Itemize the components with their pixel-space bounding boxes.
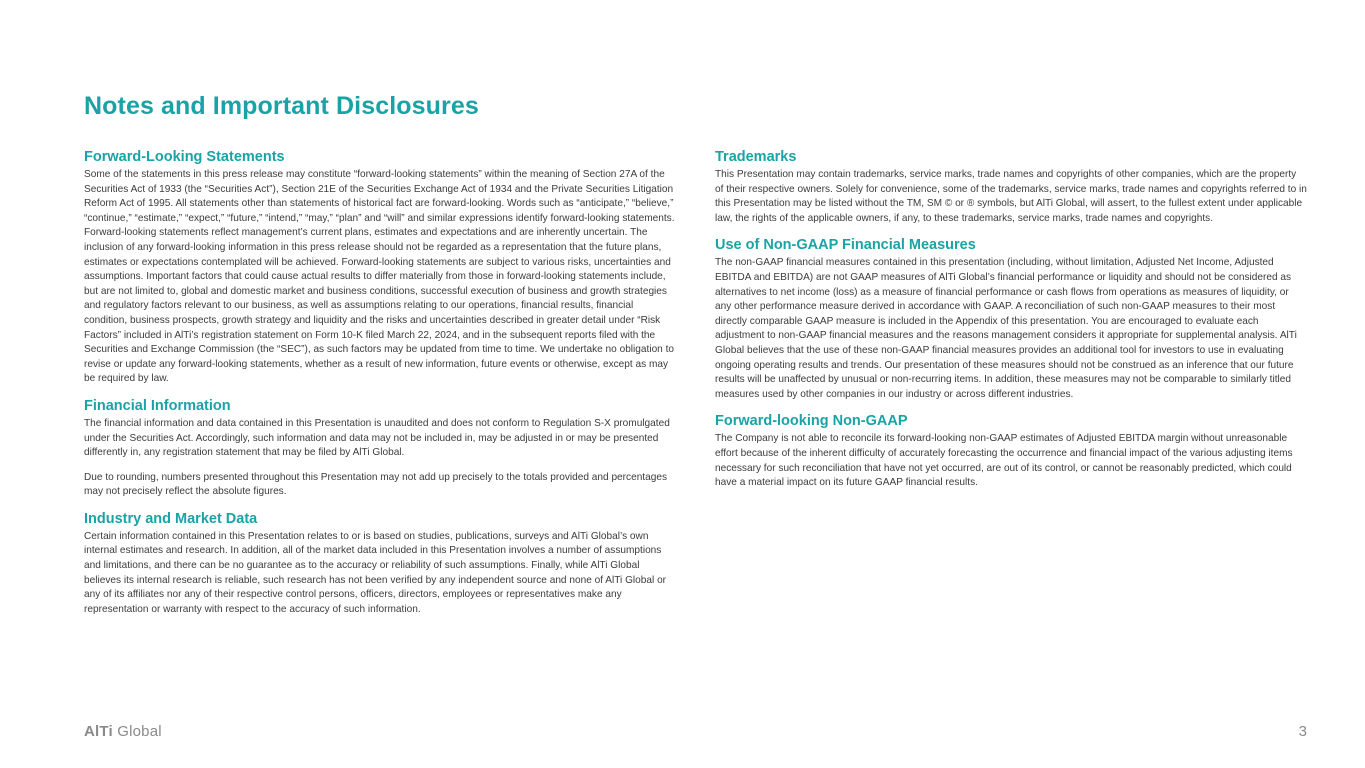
section-financial-information [84, 398, 676, 500]
section-heading: Industry and Market Data [84, 510, 258, 527]
left-column [84, 149, 676, 628]
section-paragraph: The non-GAAP financial measures contained in this presentation (including, without limitation, Adjusted Net Income, Adjusted EBITDA and EBITDA) are not GAAP measures of AlTi Global’s financial performance or liquidity and should not be considered as alternatives to net income (loss) as a measure of financial performance or cash flows from operations as measures of liquidity, or any other performance measure derived in accordance with GAAP. A reconciliation of such non-GAAP measures to their most directly comparable GAAP measure is included in the Appendix of this presentation. You are encouraged to evaluate each adjustment to non-GAAP financial measures and the reasons management considers it appropriate for supplemental analysis. AlTi Global believes that the use of these non-GAAP financial measures provides an additional tool for investors to use in evaluating ongoing operating results and trends. Our presentation of these measures should not be construed as an inference that our future results will be unaffected by unusual or non-recurring items. In addition, these measures may not be comparable to similarly titled measures used by other companies in our industry or across different industries. [715, 257, 1297, 400]
section-heading: Forward-looking Non-GAAP [715, 413, 908, 430]
section-trademarks [715, 149, 1307, 226]
section-paragraph: Certain information contained in this Presentation relates to or is based on studies, publications, surveys and AlTi Global’s own internal estimates and research. In addition, all of the market data included in this Presentation involves a number of assumptions and limitations, and there can be no guarantee as to the accuracy or reliability of such assumptions. Finally, while AlTi Global believes its internal research is reliable, such research has not been verified by any independent source and none of AlTi Global or any of its affiliates nor any of their respective control persons, officers, directors, employees or representatives make any representation or warranty with respect to the accuracy of such information. [84, 530, 667, 615]
logo-strong-text: AlTi [84, 723, 113, 740]
section-non-gaap-measures [715, 237, 1307, 402]
page-number: 3 [1298, 723, 1307, 740]
section-heading: Financial Information [84, 397, 231, 414]
section-heading: Use of Non-GAAP Financial Measures [715, 237, 976, 254]
section-heading: Forward-Looking Statements [84, 149, 285, 165]
section-industry-market-data [84, 511, 676, 618]
section-paragraph: The Company is not able to reconcile its forward-looking non-GAAP estimates of Adjusted EBITDA margin without unreasonable effort because of the inherent difficulty of accurately forecasting the occurrence and financial impact of the various adjusting items necessary for such reconciliation that have not yet occurred, are out of its control, or cannot be reasonably predicted, which could have a material impact on its future GAAP financial results. [715, 433, 1293, 489]
section-paragraph: Some of the statements in this press release may constitute “forward-looking statements” within the meaning of Section 27A of the Securities Act of 1933 (the “Securities Act”), Section 21E of the Securities Exchange Act of 1934 and the Private Securities Litigation Reform Act of 1995. All statements other than statements of historical fact are forward-looking. Words such as “anticipate,” “believe,” “continue,” “estimate,” “expect,” “future,” “intend,” “may,” “plan” and “will” and similar expressions identify forward-looking statements. Forward-looking statements reflect management’s current plans, estimates and expectations and are inherently uncertain. The inclusion of any forward-looking information in this press release should not be regarded as a representation that the future plans, estimates or expectations contemplated will be achieved. Forward-looking statements are subject to various risks, uncertainties and assumptions. Important factors that could cause actual results to differ materially from those in forward-looking statements include, but are not limited to, global and domestic market and business conditions, successful execution of business and growth strategies and regulatory factors relevant to our business, as well as assumptions relating to our operations, financial results, financial condition, business prospects, growth strategy and liquidity and the risks and uncertainties described in greater detail under “Risk Factors” included in AlTi’s registration statement on Form 10-K filed March 22, 2024, and in the subsequent reports filed with the Securities and Exchange Commission (the “SEC”), as such factors may be updated from time to time. We undertake no obligation to revise or update any forward-looking statements, whether as a result of new information, future events or otherwise, except as may be required by law. [84, 169, 675, 385]
section-heading: Trademarks [715, 149, 797, 165]
right-column [715, 149, 1307, 502]
company-logo [84, 723, 162, 740]
page-title: Notes and Important Disclosures [84, 92, 479, 120]
section-forward-looking-non-gaap [715, 413, 1307, 490]
section-paragraph: This Presentation may contain trademarks, service marks, trade names and copyrights of other companies, which are the property of their respective owners. Solely for convenience, some of the trademarks, service marks, trade names and copyrights referred to in this Presentation may be listed without the TM, SM © or ® symbols, but AlTi Global, will assert, to the fullest extent under applicable law, the rights of the applicable owners, if any, to these trademarks, service marks, trade names and copyrights. [715, 169, 1307, 224]
logo-rest-text: Global [112, 723, 162, 740]
section-paragraph: The financial information and data contained in this Presentation is unaudited and does not conform to Regulation S-X promulgated under the Securities Act. Accordingly, such information and data may not be included in, may be adjusted in or may be presented differently in, any registration statement that may be filed by AlTi Global. [84, 417, 670, 459]
section-forward-looking-statements [84, 149, 676, 387]
section-paragraph: Due to rounding, numbers presented throughout this Presentation may not add up precisely to the totals provided and percentages may not precisely reflect the absolute figures. [84, 471, 668, 498]
